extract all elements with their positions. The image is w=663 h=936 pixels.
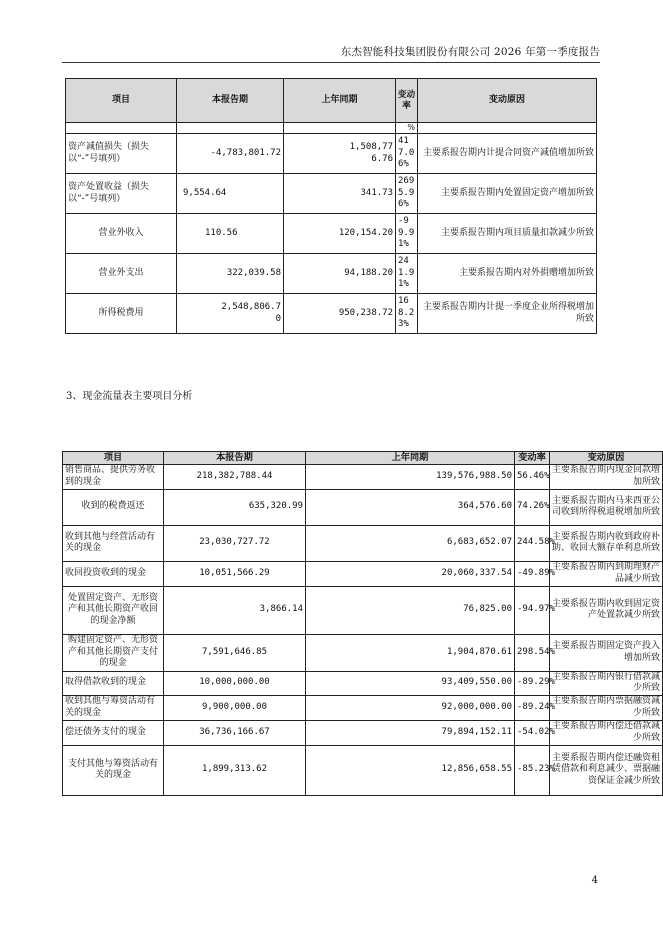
- row-reason: 主要系报告期内处置固定资产增加所致: [418, 174, 597, 214]
- table-row: [63, 561, 663, 586]
- row-item: 支付其他与筹资活动有关的现金: [63, 745, 164, 795]
- row-item: 收到其他与经营活动有关的现金: [63, 525, 164, 561]
- row-rate: 241.91%: [396, 254, 418, 294]
- row-previous: 79,894,152.11: [306, 720, 515, 745]
- row-current: 7,591,646.85: [164, 634, 306, 671]
- table-row: [66, 294, 597, 334]
- row-reason: 主要系报告期内收到固定资产处置款减少所致: [550, 586, 663, 634]
- cashflow-items-table: [62, 451, 663, 796]
- row-current: 10,000,000.00: [164, 671, 306, 695]
- row-rate: 244.58%: [515, 525, 550, 561]
- table-row: [63, 745, 663, 795]
- row-current: 218,382,788.44: [164, 464, 306, 489]
- row-item: 营业外收入: [66, 214, 177, 254]
- row-rate: -89.24%: [515, 695, 550, 720]
- row-reason: 主要系报告期内偿还借款减少所致: [550, 720, 663, 745]
- row-previous: 12,856,658.55: [306, 745, 515, 795]
- section-title: 3、现金流量表主要项目分析: [66, 391, 193, 402]
- row-current: -4,783,801.72: [177, 134, 284, 174]
- row-item: 购建固定资产、无形资产和其他长期资产支付的现金: [63, 634, 164, 671]
- table-header-row: [66, 79, 597, 123]
- row-reason: 主要系报告期内计提合同资产减值增加所致: [418, 134, 597, 174]
- col-previous: 上年同期: [306, 452, 515, 465]
- col-rate: 变动率: [396, 79, 418, 123]
- row-current: 322,039.58: [177, 254, 284, 294]
- row-reason: 主要系报告期内项目质量扣款减少所致: [418, 214, 597, 254]
- income-items-table: [65, 78, 597, 334]
- row-previous: 120,154.20: [284, 214, 396, 254]
- table-row: [63, 525, 663, 561]
- row-rate: 298.54%: [515, 634, 550, 671]
- table-row: [66, 134, 597, 174]
- row-rate: -85.23%: [515, 745, 550, 795]
- row-previous: 93,409,550.00: [306, 671, 515, 695]
- row-item: 收到的税费返还: [63, 489, 164, 525]
- table-row: [66, 174, 597, 214]
- spacer-row: [66, 123, 597, 134]
- row-item: 销售商品、提供劳务收到的现金: [63, 464, 164, 489]
- row-current: 3,866.14: [164, 586, 306, 634]
- col-previous: 上年同期: [284, 79, 396, 123]
- col-item: 项目: [63, 452, 164, 465]
- table-row: [66, 214, 597, 254]
- row-previous: 76,825.00: [306, 586, 515, 634]
- row-previous: 1,904,870.61: [306, 634, 515, 671]
- col-current: 本报告期: [177, 79, 284, 123]
- row-current: 110.56: [177, 214, 284, 254]
- table-row: [63, 586, 663, 634]
- row-previous: 92,000,000.00: [306, 695, 515, 720]
- row-previous: 364,576.60: [306, 489, 515, 525]
- row-item: 所得税费用: [66, 294, 177, 334]
- row-reason: 主要系报告期内马来西亚公司收到所得税退税增加所致: [550, 489, 663, 525]
- row-reason: 主要系报告期内银行借款减少所致: [550, 671, 663, 695]
- row-rate: 417.06%: [396, 134, 418, 174]
- row-rate: 56.46%: [515, 464, 550, 489]
- row-reason: 主要系报告期固定资产投入增加所致: [550, 634, 663, 671]
- row-current: 2,548,806.70: [177, 294, 284, 334]
- row-current: 9,554.64: [177, 174, 284, 214]
- row-current: 36,736,166.67: [164, 720, 306, 745]
- col-rate: 变动率: [515, 452, 550, 465]
- row-previous: 139,576,988.50: [306, 464, 515, 489]
- col-current: 本报告期: [164, 452, 306, 465]
- row-current: 23,030,727.72: [164, 525, 306, 561]
- page-number: 4: [591, 875, 598, 886]
- row-previous: 20,060,337.54: [306, 561, 515, 586]
- row-reason: 主要系报告期内收到政府补助、收回大额存单利息所致: [550, 525, 663, 561]
- row-item: 偿还债务支付的现金: [63, 720, 164, 745]
- row-previous: 341.73: [284, 174, 396, 214]
- row-item: 收回投资收到的现金: [63, 561, 164, 586]
- table-header-row: [63, 452, 663, 465]
- col-item: 项目: [66, 79, 177, 123]
- col-reason: 变动原因: [550, 452, 663, 465]
- table-row: [63, 634, 663, 671]
- row-current: 9,900,000.00: [164, 695, 306, 720]
- row-reason: 主要系报告期内到期理财产品减少所致: [550, 561, 663, 586]
- row-reason: 主要系报告期内现金回款增加所致: [550, 464, 663, 489]
- header-divider: [62, 62, 600, 63]
- table-row: [63, 489, 663, 525]
- row-previous: 94,188.20: [284, 254, 396, 294]
- row-item: 资产处置收益（损失以“-”号填列）: [66, 174, 177, 214]
- row-rate: -49.89%: [515, 561, 550, 586]
- row-rate: 2695.96%: [396, 174, 418, 214]
- row-rate: -99.91%: [396, 214, 418, 254]
- row-previous: 6,683,652.07: [306, 525, 515, 561]
- table-row: [66, 254, 597, 294]
- row-item: 处置固定资产、无形资产和其他长期资产收回的现金净额: [63, 586, 164, 634]
- row-rate: -89.29%: [515, 671, 550, 695]
- table-row: [63, 720, 663, 745]
- row-item: 营业外支出: [66, 254, 177, 294]
- report-header: 东杰智能科技集团股份有限公司 2026 年第一季度报告: [340, 46, 600, 58]
- row-previous: 1,508,776.76: [284, 134, 396, 174]
- row-rate: 168.23%: [396, 294, 418, 334]
- row-current: 635,320.99: [164, 489, 306, 525]
- row-reason: 主要系报告期内计提一季度企业所得税增加所致: [418, 294, 597, 334]
- row-item: 收到其他与筹资活动有关的现金: [63, 695, 164, 720]
- table-row: [63, 671, 663, 695]
- table-row: [63, 464, 663, 489]
- row-current: 1,899,313.62: [164, 745, 306, 795]
- row-reason: 主要系报告期内偿还融资租赁借款和利息减少、票据融资保证金减少所致: [550, 745, 663, 795]
- row-item: 取得借款收到的现金: [63, 671, 164, 695]
- spacer-rate: %: [396, 123, 418, 134]
- row-rate: 74.26%: [515, 489, 550, 525]
- row-rate: -54.02%: [515, 720, 550, 745]
- row-reason: 主要系报告期内票据融资减少所致: [550, 695, 663, 720]
- row-item: 资产减值损失（损失以“-”号填列）: [66, 134, 177, 174]
- col-reason: 变动原因: [418, 79, 597, 123]
- row-previous: 950,238.72: [284, 294, 396, 334]
- row-current: 10,051,566.29: [164, 561, 306, 586]
- row-rate: -94.97%: [515, 586, 550, 634]
- table-row: [63, 695, 663, 720]
- row-reason: 主要系报告期内对外捐赠增加所致: [418, 254, 597, 294]
